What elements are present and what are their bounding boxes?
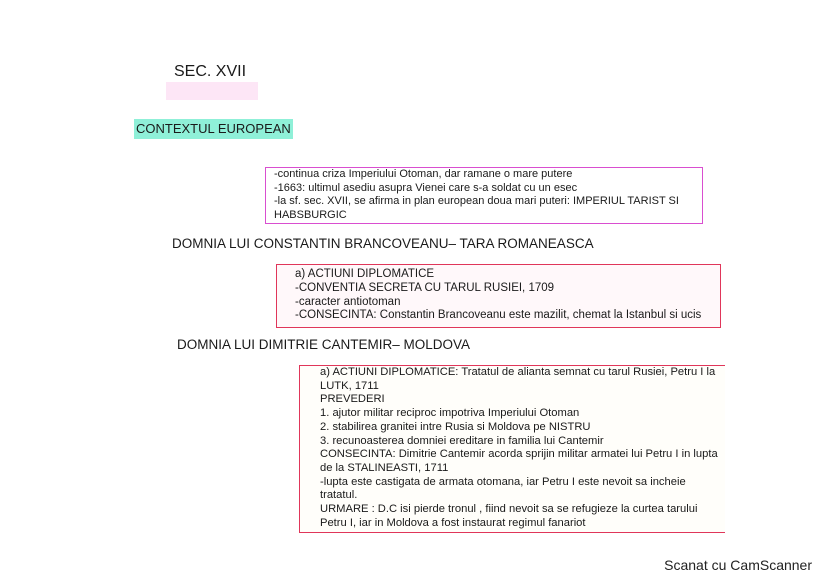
- cantemir-line: 2. stabilirea granitei intre Rusia si Moldova pe NISTRU: [320, 420, 591, 433]
- cantemir-line: PREVEDERI: [320, 393, 385, 406]
- brancoveanu-heading: DOMNIA LUI CONSTANTIN BRANCOVEANU– TARA ROMANEASCA: [172, 236, 594, 251]
- brancoveanu-box: [276, 264, 721, 328]
- context-point: -continua criza Imperiului Otoman, dar ramane o mare putere: [274, 168, 573, 180]
- page-title: SEC. XVII: [174, 63, 247, 80]
- context-label: CONTEXTUL EUROPEAN: [134, 119, 293, 139]
- cantemir-heading: DOMNIA LUI DIMITRIE CANTEMIR– MOLDOVA: [177, 337, 471, 352]
- context-box: [265, 167, 703, 224]
- context-point: -la sf. sec. XVII, se afirma in plan european doua mari puteri: IMPERIUL TARIST SI HABSBURGIC: [274, 195, 679, 221]
- cantemir-line: CONSECINTA: Dimitrie Cantemir acorda sprijin militar armatei lui Petru I in lupta de la STALINEASTI, 1711: [320, 448, 718, 474]
- brancoveanu-line: -CONVENTIA SECRETA CU TARUL RUSIEI, 1709: [295, 281, 555, 294]
- cantemir-line: 3. recunoasterea domniei ereditare in familia lui Cantemir: [320, 434, 604, 447]
- cantemir-box: [299, 365, 725, 533]
- cantemir-line: a) ACTIUNI DIPLOMATICE: Tratatul de alianta semnat cu tarul Rusiei, Petru I la LUTK, 1711: [320, 366, 716, 392]
- cantemir-line: 1. ajutor militar reciproc impotriva Imperiului Otoman: [320, 407, 580, 420]
- cantemir-line: -lupta este castigata de armata otomana, iar Petru I este nevoit sa incheie tratatul.: [320, 475, 686, 502]
- cantemir-line: URMARE : D.C isi pierde tronul , fiind nevoit sa se refugieze la curtea tarului Petru I, iar in Moldova a fost instaurat regimul fanariot: [320, 503, 698, 529]
- brancoveanu-line: -CONSECINTA: Constantin Brancoveanu este mazilit, chemat la Istanbul si ucis: [295, 309, 702, 322]
- brancoveanu-line: -caracter antiotoman: [295, 295, 401, 308]
- brancoveanu-line: a) ACTIUNI DIPLOMATICE: [295, 268, 435, 280]
- context-point: -1663: ultimul asediu asupra Vienei care s-a soldat cu un esec: [274, 181, 578, 194]
- scanner-watermark: Scanat cu CamScanner: [664, 557, 812, 573]
- highlight-mark: [166, 82, 258, 100]
